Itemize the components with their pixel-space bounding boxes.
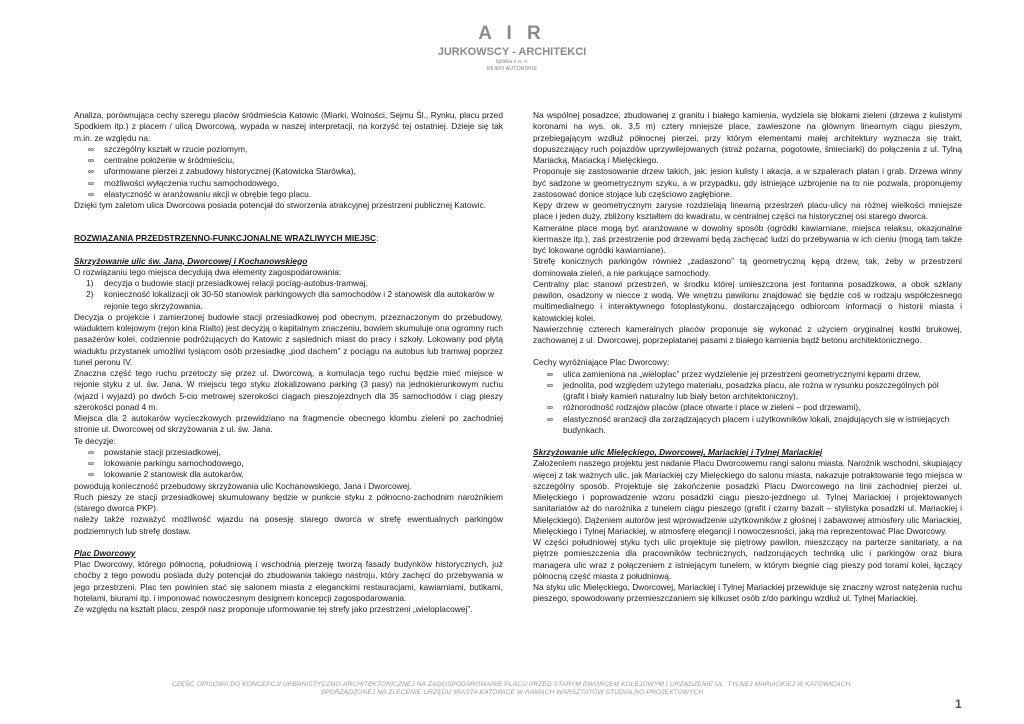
brand-logo: A I R [478, 23, 546, 44]
bullet-mark: ∞ [88, 166, 94, 177]
bullet-mark: ∞ [88, 458, 94, 468]
bullet-mark: ∞ [88, 188, 94, 199]
list-item: ∞ powstanie stacji przesiadkowej, [88, 446, 221, 457]
paragraph: Ruch pieszy ze stacji przesiadkowej skumulowany będzie w punkcie styku z północno-zachodnim narożnikiem (starego dworca PKP). [74, 491, 503, 513]
document-footer [0, 681, 1024, 697]
paragraph: Miejsca dla 2 autokarów wycieczkowych przewidziano na fragmencie obecnego klombu zieleni po zachodniej stronie ul. Dworcowej od skrzyżowania z ul. św. Jana. [74, 413, 503, 435]
brand-company: Spółka z o. o. [495, 59, 529, 65]
list-item: ∞ szczególny kształt w rzucie poziomym, [88, 143, 248, 154]
page-number: 1 [955, 697, 962, 711]
paragraph: Kameralne place mogą być aranżowane w dowolny sposób (ogródki kawiarniane, miejsca relaksu, okazjonalne kiermasze itp.), zaś przestrzenie pod drzewami będą zachęcać ludzi do przebywania w ich cieniu (mogą tam także być lokowane ogródki kawiarniane). [533, 222, 962, 255]
list-item: ∞ różnorodność rodzajów placów (place otwarte i place w zieleni – pod drzewami), [547, 402, 861, 413]
intro-paragraph: Analiza, porównująca cechy szeregu placów śródmieścia Katowic (Miarki, Wolności, Sejmu Śl., Rynku, placu przed Spodkiem itp.) z placem / ulicą Dworcową, wypada w naszej interpretacji, na korzyść tej ostatniej. Dzieje się tak m.in. ze względu na: [74, 110, 503, 143]
paragraph: Nawierzchnię czterech kameralnych placów proponuje się wykonać z użyciem oryginalnej kostki brukowej, zachowanej z ul. Dworcowej, poprzeplatanej pasami z białego kamienia bądź betonu architektonicznego. [533, 323, 962, 345]
numbered-list [74, 278, 503, 312]
left-column [74, 110, 503, 615]
paragraph: Decyzja o projekcie i zamierzonej budowie stacji przesiadkowej pod obecnym, przeznaczonym do przebudowy, wiaduktem kolejowym (rejon kina Rialto) jest decyzją o kapitalnym znaczeniu, bowiem skumuluje ona ogromny ruch pasażerów kolei, codziennie podróżujących do Katowic z sąsiednich miast do pracy i szkoły. Lokowany pod płytą wiaduktu przystanek umożliwi tysiącom osób przesiadkę „pod dachem” z pociągu na autobus lub tramwaj poprzez tunel peronu IV. [74, 311, 503, 367]
paragraph: Ze względu na kształt placu, zespół nasz proponuje uformowanie tej strefy jako przestrzeni „wieloplacowej”. [74, 604, 473, 614]
decisions-lead: Te decyzje: [74, 435, 116, 446]
decisions-list [74, 447, 503, 481]
bullet-mark: ∞ [88, 469, 94, 480]
paragraph: należy także rozważyć możliwość wjazdu na posesję starego dworca w strefę ewentualnych parkingów podziemnych lub strefę dostaw. [74, 514, 503, 536]
list-item: ∞ lokowanie parkingu samochodowego, [88, 458, 244, 468]
intro-bullet-list [74, 144, 503, 200]
paragraph: Strefę konicznych parkingów również „zadaszono” tą geometryczną kępą drzew, tak, żeby w przestrzeni dominowała zieleń, a nie parkujące samochody. [533, 256, 962, 278]
list-item: 1) decyzja o budowie stacji przesiadkowej relacji pociąg-autobus-tramwaj, [86, 278, 368, 288]
list-item: ∞ ulica zamieniona na „wieloplac” przez wydzielenie jej przestrzeni geometrycznymi kępami drzew, [547, 368, 921, 379]
paragraph: Założeniem naszego projektu jest nadanie Placu Dworcowemu rangi salonu miasta. Narożnik wschodni, skupiający więcej z tak ważnych ulic, jak Mariackiej czy Mielęckiego do salonu miasta, nakazuje potraktowanie tego miejsca w szczególny sposób. Projektuje się zakończenie posadzki Placu Dworcowego na linii zachodniej pierzei ul. Mielęckiego i poprowadzenie wzoru posadzki ciągu pieszo-jezdnego ul. Tylnej Mariackiej i projektowanych sanitariatów aż do narożnika z tunelem ciągu pieszego (grafit i czarny bazalt – stylistyka posadzki ul. Mariackiej i Mielęckiego). Dążeniem autorów jest wprowadzenie użytkowników z głośnej i zabawowej atmosfery ulic Mariackiej, Mielęckiego i Tylnej Mariackiej, w atmosferę elegancji i nowoczesności, jaką ma reprezentować Plac Dworcowy. [533, 458, 962, 536]
bullet-mark: ∞ [88, 177, 94, 188]
list-item: ∞ elastyczność aranżacji dla zarządzających placem i użytkowników lokali, znajdujących się w istniejących budynkach. [547, 413, 950, 435]
features-lead: Cechy wyróżniające Plac Dworcowy: [533, 357, 670, 368]
paragraph: Znaczna część tego ruchu przetoczy się przez ul. Dworcową, a kumulacja tego ruchu będzie mieć miejsce w rejonie styku z ul. św. Jana. W miejscu tego styku zlokalizowano parking (3 pasy) na jednokierunkowym ruchu (wjazd i wyjazd) po dwóch 5-cio metrowej szerokości ciągach pieszojezdnych dla 35 samochodów i ciąg pieszy szerokości ponad 4 m. [74, 368, 503, 412]
brand-subtitle: JURKOWSCY - ARCHITEKCI [437, 46, 587, 58]
bullet-mark: ∞ [547, 379, 553, 390]
footer-line-2: SPORZĄDZONEJ NA ZLECENIE URZĘDU MIASTA KATOWICE W RAMACH WARSZTATÓW STUDIALNO-PROJEKTOWYCH [320, 689, 704, 696]
paragraph: W części południowej styku tych ulic projektuje się piętrowy pawilon, mieszczący na parterze sanitariaty, a na piętrze pomieszczenia dla pracowników technicznych, nadzorujących techniką ulic i parkingów oraz biura managera ulic wraz z połączeniem z istniejącym tunelem, w którym biegnie ciąg pieszy pod torami kolei, łączący północną część miasta z południową. [533, 537, 962, 581]
subsection-title-jana: Skrzyżowanie ulic św. Jana, Dworcowej i Kochanowskiego [74, 255, 308, 266]
features-list [533, 369, 962, 437]
brand-office: BIURO AUTORSKIE [486, 66, 538, 72]
paragraph: Centralny plac stanowi przestrzeń, w środku której umieszczona jest fontanna posadzkowa, a obok szklany pawilon, osadzony w niecce z wodą. We wnętrzu pawilonu znajdować się będzie coś w rodzaju współczesnego multimedialnego i interaktywnego fotoplastykonu, dostarczającego odbiorcom informacji o historii miasta i katowickiej kolei. [533, 278, 962, 323]
paragraph: Kępy drzew w geometrycznym zarysie rozdzielają linearną przestrzeń placu-ulicy na różnej wielkości mniejsze place i jeden duży, zbliżony kształtem do kwadratu, w centralnej części na historycznej osi starego dworca. [533, 200, 962, 222]
right-column [533, 110, 962, 605]
list-item: 2) konieczność lokalizacji ok 30-50 stanowisk parkingowych dla samochodów i 2 stanowisk dla autokarów w rejonie tego skrzyżowania. [86, 289, 495, 311]
footer-line-1: CZĘŚĆ OPISOWA DO KONCEPCJI URBANISTYCZNO-ARCHITEKTONICZNEJ NA ZAGOSPODAROWANIE PLACU PRZED STARYM DWORCEM KOLEJOWYM I URZĄDZENIE UL. TYLNEJ MARIACKIEJ W KATOWICACH, [171, 681, 853, 688]
section-heading: ROZWIĄZANIA PRZEDSTRZENNO-FUNKCJONALNE WRAŻLIWYCH MIEJSC: [74, 233, 379, 244]
subsection-title-mieleckiego: Skrzyżowanie ulic Mielęckiego, Dworcowej, Mariackiej i Tylnej Mariackiej [533, 447, 823, 457]
list-item: ∞ centralne położenie w śródmieściu, [88, 155, 235, 165]
list-item: ∞ uformowane pierzei z zabudowy historycznej (Katowicka Starówka), [88, 166, 356, 177]
paragraph: powodują konieczność przebudowy skrzyżowania ulic Kochanowskiego, Jana i Dworcowej. [74, 480, 412, 491]
subsection-title-plac: Plac Dworcowy [74, 547, 136, 558]
document-header [0, 24, 1024, 73]
paragraph: Na styku ulic Mielęckiego, Dworcowej, Mariackiej i Tylnej Mariackiej przewiduje się znaczny wzrost natężenia ruchu pieszego, spowodowany przemieszczaniem się kilkuset osób z/do parkingu wzdłuż ul. Tylnej Mariackiej. [533, 582, 962, 604]
bullet-mark: ∞ [547, 413, 553, 424]
bullet-mark: ∞ [88, 155, 94, 165]
list-item: ∞ lokowanie 2 stanowisk dla autokarów, [88, 469, 244, 480]
bullet-mark: ∞ [547, 402, 553, 413]
bullet-mark: ∞ [547, 368, 553, 379]
list-item: ∞ jednolita, pod względem użytego materiału, posadzka placu, ale rożna w rysunku poszczególnych pól (grafit i biały kamień naturalny lub biały beton architektoniczny), [547, 379, 939, 401]
bullet-mark: ∞ [88, 143, 94, 154]
list-item: ∞ elastyczność w aranżowaniu akcji w obrębie tego placu. [88, 188, 312, 199]
bullet-mark: ∞ [88, 446, 94, 457]
list-item: ∞ możliwości wyłączenia ruchu samochodowego, [88, 177, 280, 188]
intro-conclusion: Dzięki tym zaletom ulica Dworcowa posiada potencjał do stworzenia atrakcyjnej przestrzeni publicznej Katowic. [74, 200, 486, 210]
paragraph: Proponuje się zastosowanie drzew takich, jak: jesion kulisty i akacja, a w szpalerach platan i grab. Drzewa winny być sadzone w geometrycznym szyku, a w przypadku, gdy istniejące uzbrojenie na to nie pozwala, proponujemy zastosować donice stojące lub częściowo zagłębione. [533, 166, 962, 199]
paragraph: Plac Dworcowy, którego północną, południową i wschodnią pierzeję tworzą fasady budynków historycznych, już choćby z tego powodu posiada duży potencjał do zbudowania takiego nastroju, który zachęci do przebywania w jego przestrzeni. Plac ten powinien stać się salonem miasta z eleganckimi restauracjami, kawiarniami, butikami, hotelami, biurami itp. i imponować nowoczesnym designem koncepcji zagospodarowania. [74, 559, 503, 603]
paragraph: Na wspólnej posadzce, zbudowanej z granitu i białego kamienia, wydziela się blokami zieleni (drzewa z kulistymi koronami na wys. ok. 3,5 m) cztery mniejsze place, zawieszone na głównym linearnym ciągu pieszym, przebiegającym wzdłuż północnej pierzei, przy którym elementami małej architektury wyznacza się trakt, dopuszczający ruch pojazdów uprzywilejowanych (straż pożarna, pogotowie, śmieciarki) do połączenia z ul. Tylną Mariacką, Mariacką i Mielęckiego. [533, 110, 962, 165]
subsection-lead: O rozwiązaniu tego miejsca decydują dwa elementy zagospodarowania: [74, 266, 342, 277]
